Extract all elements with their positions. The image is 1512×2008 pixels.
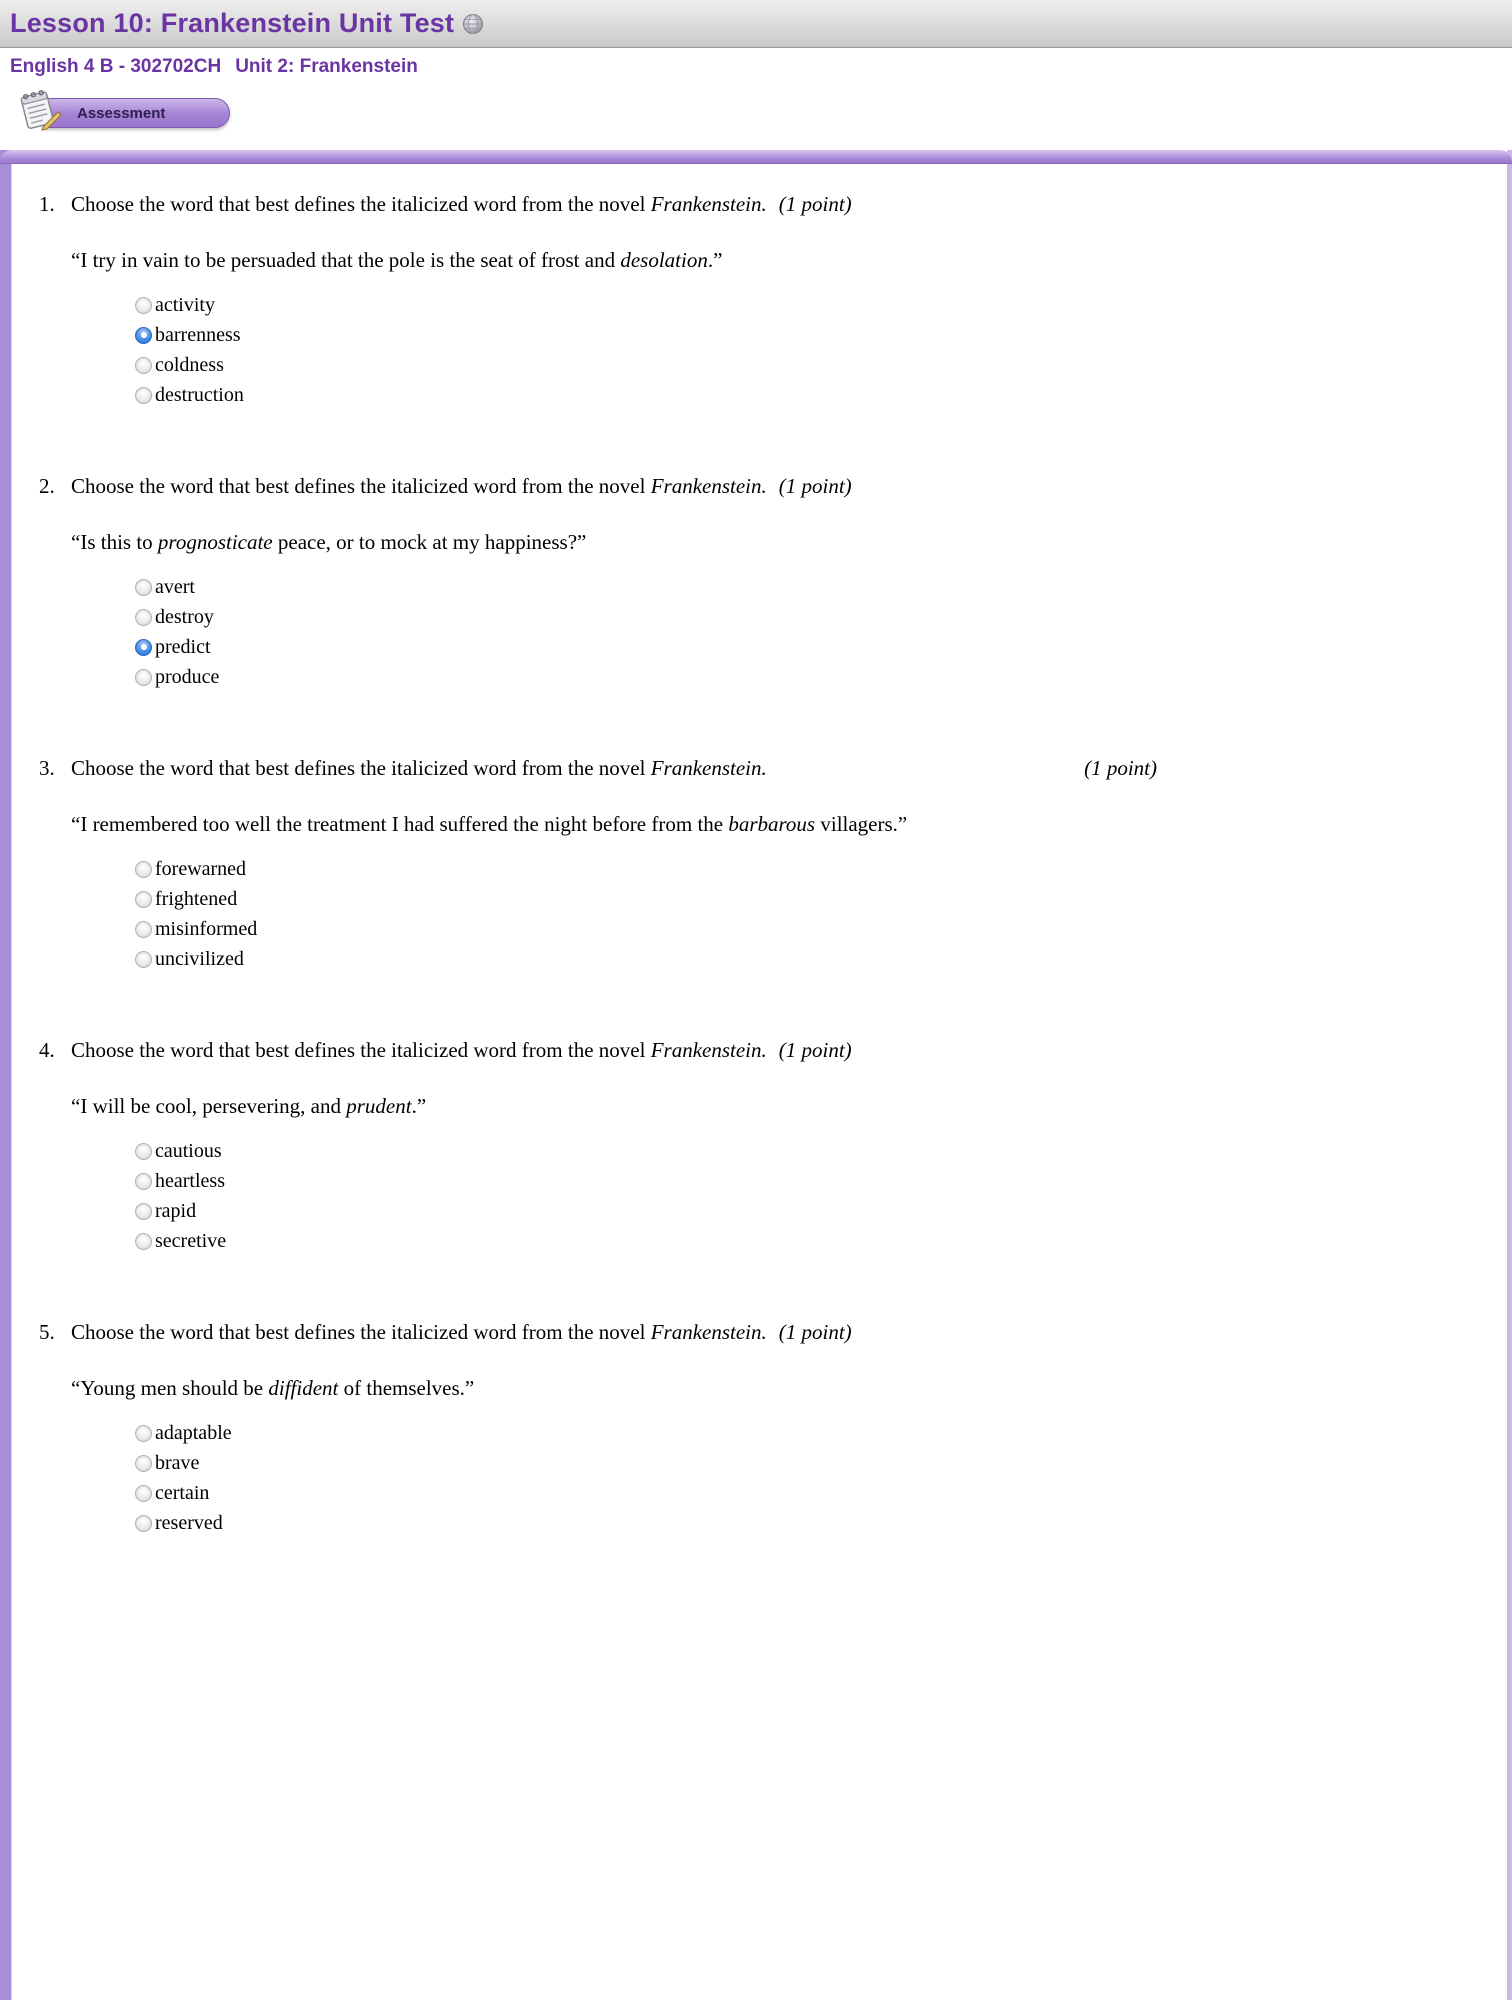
option-label: heartless — [155, 1169, 225, 1192]
option-row — [135, 914, 1161, 944]
option-row — [135, 632, 1161, 662]
question-2 — [39, 472, 1161, 692]
radio-button[interactable] — [135, 297, 152, 314]
assessment-panel — [0, 150, 1512, 2000]
points-label: (1 point) — [778, 474, 852, 498]
points-label: (1 point) — [778, 1320, 852, 1344]
radio-button[interactable] — [135, 1425, 152, 1442]
option-row — [135, 1478, 1161, 1508]
notepad-icon — [14, 86, 62, 132]
radio-button[interactable] — [135, 921, 152, 938]
radio-button[interactable] — [135, 1143, 152, 1160]
option-label: predict — [155, 635, 211, 658]
panel-top-border — [0, 150, 1512, 164]
radio-button[interactable] — [135, 639, 152, 656]
option-label: frightened — [155, 887, 238, 910]
option-row — [135, 1226, 1161, 1256]
radio-button[interactable] — [135, 579, 152, 596]
question-number: 4. — [39, 1038, 55, 1062]
radio-button[interactable] — [135, 1515, 152, 1532]
globe-icon — [462, 13, 484, 35]
course-subtitle — [0, 48, 1512, 78]
option-row — [135, 350, 1161, 380]
question-stem: Choose the word that best defines the italicized word from the novel Frankenstein. (1 point) — [71, 192, 852, 216]
option-label: coldness — [155, 353, 224, 376]
options-list — [135, 854, 1161, 974]
option-label: forewarned — [155, 857, 247, 880]
option-row — [135, 380, 1161, 410]
tab-assessment[interactable] — [40, 98, 230, 128]
option-label: rapid — [155, 1199, 197, 1222]
option-row — [135, 854, 1161, 884]
option-row — [135, 1508, 1161, 1538]
question-number: 3. — [39, 756, 55, 780]
option-row — [135, 1196, 1161, 1226]
option-row — [135, 884, 1161, 914]
page-title: Lesson 10: Frankenstein Unit Test — [10, 8, 455, 38]
radio-button[interactable] — [135, 1203, 152, 1220]
question-stem: (1 point) Choose the word that best defines the italicized word from the novel Frankenstein. — [71, 756, 1157, 780]
radio-button[interactable] — [135, 891, 152, 908]
options-list — [135, 1136, 1161, 1256]
option-label: adaptable — [155, 1421, 232, 1444]
radio-button[interactable] — [135, 609, 152, 626]
radio-button[interactable] — [135, 357, 152, 374]
question-number: 1. — [39, 192, 55, 216]
question-quote: “I try in vain to be persuaded that the pole is the seat of frost and desolation.” — [71, 248, 723, 272]
points-label: (1 point) — [778, 192, 852, 216]
radio-button[interactable] — [135, 327, 152, 344]
option-label: produce — [155, 665, 220, 688]
radio-button[interactable] — [135, 951, 152, 968]
radio-button[interactable] — [135, 1455, 152, 1472]
page-header-bar — [0, 0, 1512, 48]
question-3 — [39, 754, 1161, 974]
question-stem: Choose the word that best defines the italicized word from the novel Frankenstein. (1 point) — [71, 474, 852, 498]
option-row — [135, 602, 1161, 632]
question-1 — [39, 190, 1161, 410]
question-number: 2. — [39, 474, 55, 498]
option-row — [135, 1166, 1161, 1196]
tab-row — [0, 92, 1512, 144]
question-quote: “Is this to prognosticate peace, or to mock at my happiness?” — [71, 530, 587, 554]
question-stem: Choose the word that best defines the italicized word from the novel Frankenstein. (1 point) — [71, 1038, 852, 1062]
option-label: destroy — [155, 605, 214, 628]
option-label: barrenness — [155, 323, 241, 346]
option-label: cautious — [155, 1139, 222, 1162]
assessment-tab-label: Assessment — [77, 104, 166, 122]
option-label: secretive — [155, 1229, 227, 1252]
unit-name: Unit 2: Frankenstein — [235, 56, 418, 77]
points-label: (1 point) — [778, 1038, 852, 1062]
option-row — [135, 1418, 1161, 1448]
radio-button[interactable] — [135, 861, 152, 878]
points-label: (1 point) — [1084, 756, 1157, 780]
option-row — [135, 662, 1161, 692]
question-4 — [39, 1036, 1161, 1256]
question-quote: “I remembered too well the treatment I had suffered the night before from the barbarous villagers.” — [71, 812, 908, 836]
option-label: reserved — [155, 1511, 223, 1534]
option-label: destruction — [155, 383, 244, 406]
question-number: 5. — [39, 1320, 55, 1344]
options-list — [135, 572, 1161, 692]
option-label: avert — [155, 575, 195, 598]
option-row — [135, 290, 1161, 320]
option-label: uncivilized — [155, 947, 244, 970]
option-row — [135, 944, 1161, 974]
option-label: brave — [155, 1451, 200, 1474]
option-row — [135, 1448, 1161, 1478]
question-5 — [39, 1318, 1161, 1538]
option-label: activity — [155, 293, 215, 316]
radio-button[interactable] — [135, 1173, 152, 1190]
panel-content — [11, 164, 1507, 1640]
option-label: misinformed — [155, 917, 258, 940]
radio-button[interactable] — [135, 1233, 152, 1250]
radio-button[interactable] — [135, 1485, 152, 1502]
option-row — [135, 320, 1161, 350]
course-name: English 4 B - 302702CH — [10, 56, 222, 77]
options-list — [135, 1418, 1161, 1538]
question-stem: Choose the word that best defines the italicized word from the novel Frankenstein. (1 point) — [71, 1320, 852, 1344]
option-row — [135, 572, 1161, 602]
option-label: certain — [155, 1481, 210, 1504]
question-quote: “I will be cool, persevering, and prudent.” — [71, 1094, 427, 1118]
option-row — [135, 1136, 1161, 1166]
radio-button[interactable] — [135, 669, 152, 686]
question-quote: “Young men should be diffident of themselves.” — [71, 1376, 475, 1400]
radio-button[interactable] — [135, 387, 152, 404]
options-list — [135, 290, 1161, 410]
